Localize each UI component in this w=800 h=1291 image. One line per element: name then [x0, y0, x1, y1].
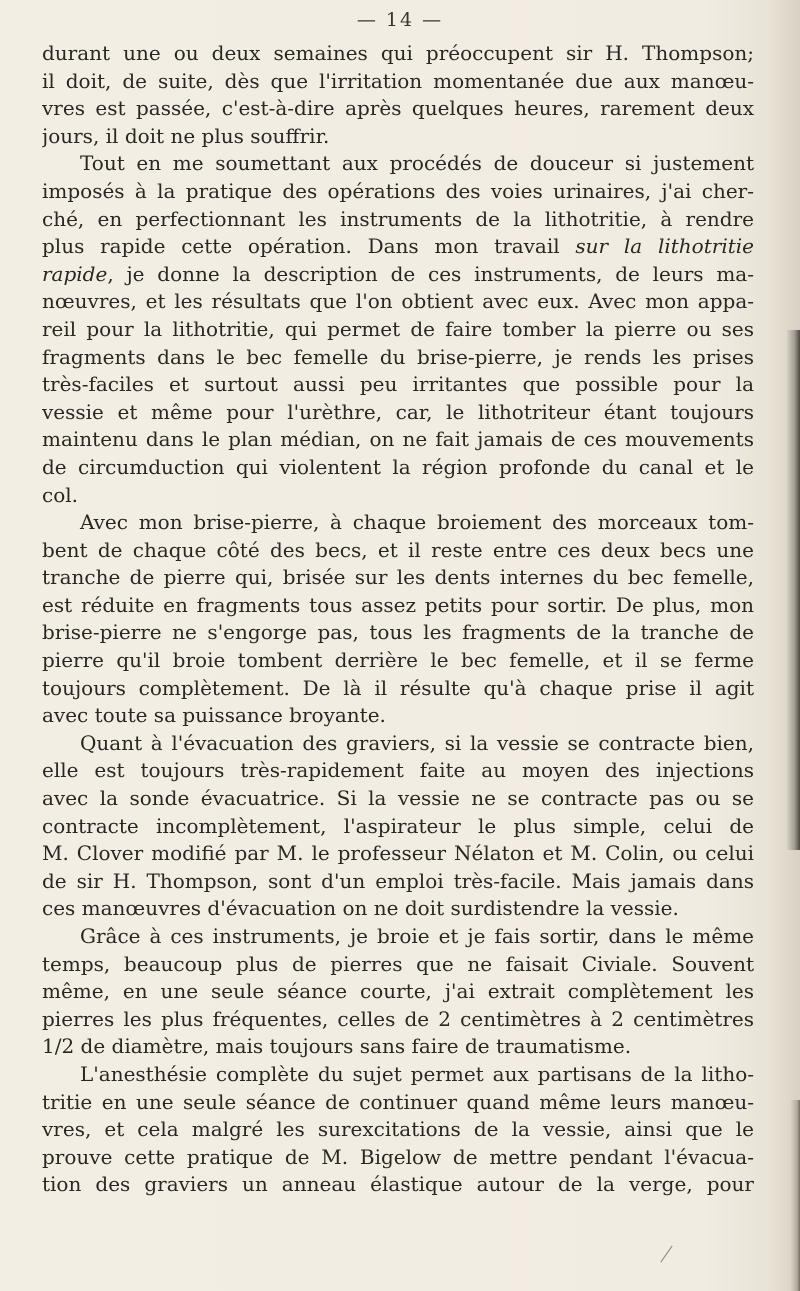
- text-line: est réduite en fragments tous assez petits pour sortir. De plus, mon: [42, 592, 754, 617]
- page-number: — 14 —: [356, 9, 444, 31]
- text-line: rapide, je donne la description de ces instruments, de leurs ma-: [42, 261, 754, 286]
- text-line: il doit, de suite, dès que l'irritation momentanée due aux manœu-: [42, 68, 754, 93]
- text-line: col.: [42, 482, 78, 507]
- text-line: contracte incomplètement, l'aspirateur le plus simple, celui de: [42, 813, 754, 838]
- text-line: Grâce à ces instruments, je broie et je fais sortir, dans le même: [80, 924, 754, 948]
- text-line: 1/2 de diamètre, mais toujours sans faire de traumatisme.: [42, 1034, 632, 1059]
- text-line: elle est toujours très-rapidement faite au moyen des injections: [42, 758, 754, 783]
- text-line: imposés à la pratique des opérations des voies urinaires, j'ai cher-: [42, 178, 754, 203]
- text-line: L'anesthésie complète du sujet permet aux partisans de la litho-: [80, 1061, 754, 1086]
- text-line: brise-pierre ne s'engorge pas, tous les fragments de la tranche de: [42, 620, 754, 645]
- text-line: avec toute sa puissance broyante.: [42, 703, 386, 728]
- work-title-italic: sur la lithotritie: [575, 234, 754, 259]
- text-line: reil pour la lithotritie, qui permet de faire tomber la pierre ou ses: [42, 316, 754, 341]
- text-line: toujours complètement. De là il résulte qu'à chaque prise il agit: [42, 675, 754, 700]
- text-line: jours, il doit ne plus souffrir.: [42, 123, 330, 148]
- text-line: bent de chaque côté des becs, et il reste entre ces deux becs une: [42, 537, 754, 562]
- text-line: pierres les plus fréquentes, celles de 2 centimètres à 2 centimètres: [42, 1006, 754, 1031]
- text-line: temps, beaucoup plus de pierres que ne faisait Civiale. Souvent: [42, 951, 754, 976]
- text-line: nœuvres, et les résultats que l'on obtient avec eux. Avec mon appa-: [42, 289, 754, 314]
- work-title-italic: rapide: [42, 261, 108, 286]
- text-line: prouve cette pratique de M. Bigelow de mettre pendant l'évacua-: [42, 1144, 754, 1169]
- text-line: maintenu dans le plan médian, on ne fait jamais de ces mouvements: [42, 427, 754, 452]
- text-line: avec la sonde évacuatrice. Si la vessie ne se contracte pas ou se: [42, 786, 754, 811]
- text-line: ces manœuvres d'évacuation on ne doit surdistendre la vessie.: [42, 896, 679, 921]
- text-line: très-faciles et surtout aussi peu irritantes que possible pour la: [42, 372, 754, 397]
- text-line: même, en une seule séance courte, j'ai extrait complètement les: [42, 979, 754, 1004]
- text-line: vres, et cela malgré les surexcitations de la vessie, ainsi que le: [42, 1117, 754, 1142]
- text-line: Avec mon brise-pierre, à chaque broiement des morceaux tom-: [80, 510, 754, 535]
- text-line: M. Clover modifié par M. le professeur Nélaton et M. Colin, ou celui: [42, 841, 754, 866]
- text-line: plus rapide cette opération. Dans mon travail sur la lithotritie: [42, 234, 754, 259]
- text-line: vres est passée, c'est-à-dire après quelques heures, rarement deux: [42, 96, 754, 121]
- body-text: [42, 40, 754, 1199]
- text-line: Tout en me soumettant aux procédés de douceur si justement: [80, 151, 754, 176]
- text-line: pierre qu'il broie tombent derrière le bec femelle, et il se ferme: [42, 648, 754, 673]
- text-line: de circumduction qui violentent la région profonde du canal et le: [42, 454, 754, 479]
- text-line: vessie et même pour l'urèthre, car, le lithotriteur étant toujours: [42, 399, 754, 424]
- stray-pen-mark: [660, 1246, 672, 1263]
- text-line: ché, en perfectionnant les instruments de la lithotritie, à rendre: [42, 206, 754, 231]
- text-line: Quant à l'évacuation des graviers, si la vessie se contracte bien,: [80, 730, 754, 755]
- text-line: durant une ou deux semaines qui préoccupent sir H. Thompson;: [42, 41, 754, 65]
- page-edge-shadow: [786, 330, 800, 850]
- page-edge-shadow-lower: [790, 1100, 800, 1291]
- text-line: tranche de pierre qui, brisée sur les dents internes du bec femelle,: [42, 565, 754, 590]
- text-line: tion des graviers un anneau élastique autour de la verge, pour: [42, 1172, 754, 1197]
- text-line: de sir H. Thompson, sont d'un emploi très-facile. Mais jamais dans: [42, 868, 754, 893]
- text-line: tritie en une seule séance de continuer quand même leurs manœu-: [42, 1089, 754, 1114]
- text-line: fragments dans le bec femelle du brise-pierre, je rends les prises: [42, 344, 754, 369]
